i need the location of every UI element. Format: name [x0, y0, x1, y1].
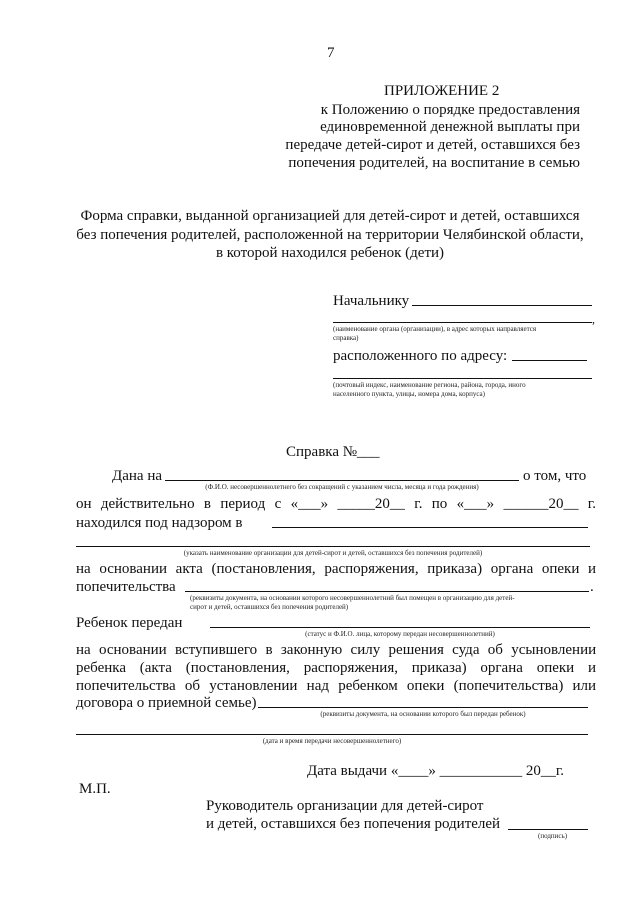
word: опеки — [406, 678, 445, 694]
period-start-year[interactable]: _____20__ — [337, 496, 405, 512]
comma: , — [592, 312, 595, 326]
stamp-label: М.П. — [79, 781, 111, 797]
word: г. — [414, 496, 423, 512]
word: распоряжения, — [324, 561, 419, 577]
word: законную — [280, 642, 343, 658]
period-end-day[interactable]: «___» — [456, 496, 495, 512]
court-line — [76, 659, 596, 678]
word: решения — [388, 642, 444, 658]
org-name-hint: справка) — [333, 334, 359, 342]
supervision-label: находился под надзором в — [76, 515, 243, 531]
word: акта — [175, 561, 203, 577]
org-name-hint: (наименование органа (организации), в адрес которых направляется — [333, 325, 537, 333]
form-title-line: без попечения родителей, расположенной на территории Челябинской области, — [76, 227, 584, 243]
chief-field[interactable] — [412, 305, 592, 306]
word: попечительства — [76, 678, 176, 694]
word: вступившего — [175, 642, 258, 658]
child-transferred-field[interactable] — [210, 627, 590, 628]
word: (постановления, — [211, 561, 316, 577]
org-name-field[interactable] — [333, 322, 592, 323]
word: с — [274, 496, 282, 512]
period-start-day[interactable]: «___» — [290, 496, 329, 512]
word: (постановления, — [185, 660, 290, 676]
page-number: 7 — [327, 45, 335, 61]
word: на — [76, 561, 91, 577]
signature-hint: (подпись) — [538, 832, 568, 840]
address-field[interactable] — [512, 360, 587, 361]
about-that-label: о том, что — [523, 468, 587, 484]
word: и — [588, 561, 597, 577]
word: опеки — [541, 561, 580, 577]
period-end-year[interactable]: ______20__ — [503, 496, 579, 512]
datetime-field[interactable] — [76, 734, 588, 735]
guardianship-field[interactable] — [185, 591, 589, 592]
period-line — [76, 495, 596, 514]
head-line: Руководитель организации для детей-сирот — [206, 798, 484, 814]
child-fio-hint: (Ф.И.О. несовершеннолетнего без сокращений с указанием числа, месяца и года рождения) — [205, 483, 479, 491]
word: органа — [490, 561, 534, 577]
word: ребенка — [76, 660, 126, 676]
word: основании — [99, 561, 168, 577]
word: по — [431, 496, 448, 512]
appendix-line: единовременной денежной выплаты при — [320, 119, 580, 135]
address-hint: населенного пункта, улицы, номера дома, корпуса) — [333, 390, 485, 398]
appendix-title: ПРИЛОЖЕНИЕ 2 — [384, 83, 500, 99]
address-hint: (почтовый индекс, наименование региона, района, города, иного — [333, 381, 526, 389]
word: (акта — [139, 660, 172, 676]
child-fio-field[interactable] — [165, 480, 519, 481]
word: приказа) — [427, 561, 483, 577]
appendix-line: передаче детей-сирот и детей, оставшихся без — [285, 137, 580, 153]
word: на — [76, 642, 91, 658]
guardianship-label: попечительства — [76, 579, 176, 595]
word: он — [76, 496, 92, 512]
appendix-line: к Положению о порядке предоставления — [320, 102, 580, 118]
word: в — [203, 496, 211, 512]
word: распоряжения, — [303, 660, 398, 676]
given-to-label: Дана на — [112, 468, 163, 484]
dot: . — [590, 579, 594, 595]
child-transferred-label: Ребенок передан — [76, 615, 183, 631]
word: опеки — [536, 660, 575, 676]
word: приказа) — [411, 660, 467, 676]
word: период — [220, 496, 266, 512]
document-hint: (реквизиты документа, на основании которого был передан ребенок) — [320, 710, 526, 718]
status-hint: (статус и Ф.И.О. лица, которому передан несовершеннолетний) — [305, 630, 495, 638]
located-label: расположенного по адресу: — [333, 348, 508, 364]
word: об — [487, 642, 503, 658]
form-title-line: в которой находился ребенок (дети) — [215, 245, 445, 261]
datetime-hint: (дата и время передачи несовершеннолетнего) — [262, 737, 402, 745]
word: органа — [480, 660, 523, 676]
word: действительно — [100, 496, 195, 512]
word: об — [184, 678, 201, 694]
word: в — [265, 642, 273, 658]
basis-line — [76, 560, 596, 579]
word: над — [306, 678, 329, 694]
chief-label: Начальнику — [333, 293, 410, 309]
word: силу — [350, 642, 381, 658]
signature-field[interactable] — [508, 829, 588, 830]
word: или — [572, 678, 597, 694]
form-title-line: Форма справки, выданной организацией для детей-сирот и детей, оставшихся — [80, 208, 580, 224]
org-field[interactable] — [76, 546, 590, 547]
word: ребенком — [338, 678, 398, 694]
word: основании — [99, 642, 167, 658]
foster-contract-label: договора о приемной семье) — [76, 695, 257, 711]
word: (попечительства) — [453, 678, 564, 694]
word: г. — [587, 496, 597, 512]
appendix-line: попечения родителей, на воспитание в семью — [288, 155, 580, 171]
supervision-field[interactable] — [272, 527, 588, 528]
requisites-hint: сирот и детей, оставшихся без попечения родителей) — [190, 603, 349, 611]
certificate-title: Справка №___ — [286, 444, 380, 460]
requisites-hint: (реквизиты документа, на основании которого несовершеннолетний был помещен в организацию для детей- — [190, 594, 515, 602]
document-field[interactable] — [258, 707, 588, 708]
address-field-2[interactable] — [333, 378, 592, 379]
word: установлении — [209, 678, 298, 694]
head-line: и детей, оставшихся без попечения родителей — [206, 816, 501, 832]
word: и — [587, 660, 596, 676]
court-line — [76, 641, 596, 660]
word: усыновлении — [511, 642, 597, 658]
word: суда — [452, 642, 480, 658]
issue-date: Дата выдачи «____» ___________ 20__г. — [307, 763, 565, 779]
org-hint: (указать наименование организации для детей-сирот и детей, оставшихся без попечения родителей) — [183, 549, 483, 557]
